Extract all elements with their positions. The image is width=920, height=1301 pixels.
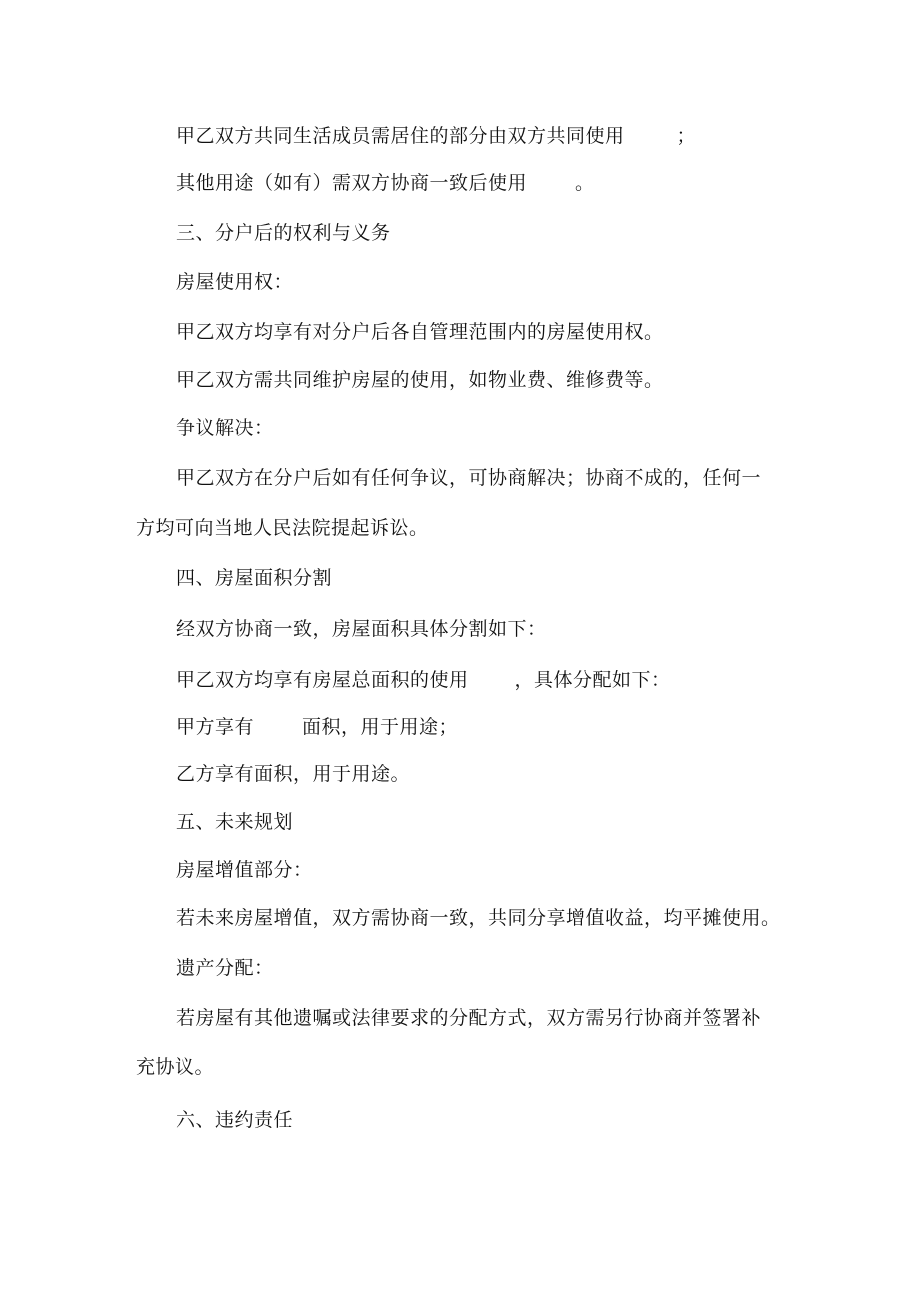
paragraph-inheritance-line2: 充协议。	[136, 1056, 215, 1078]
paragraph-usage-right: 甲乙双方均享有对分户后各自管理范围内的房屋使用权。	[176, 321, 664, 343]
paragraph-area-agreement: 经双方协商一致，房屋面积具体分割如下：	[176, 618, 547, 640]
subheading-appreciation: 房屋增值部分：	[176, 859, 313, 881]
paragraph-punctuation: 。	[575, 172, 595, 194]
paragraph-text-tail: 面积，用于用途；	[302, 716, 459, 738]
section-heading-3: 三、分户后的权利与义务	[176, 222, 391, 244]
paragraph-appreciation: 若未来房屋增值，双方需协商一致，共同分享增值收益，均平摊使用。	[176, 907, 781, 929]
paragraph-shared-residence	[176, 124, 696, 148]
paragraph-text-tail: ，具体分配如下：	[514, 669, 671, 691]
paragraph-text: 其他用途（如有）需双方协商一致后使用	[176, 172, 528, 194]
subheading-inheritance: 遗产分配：	[176, 957, 274, 979]
paragraph-text: 甲乙双方共同生活成员需居住的部分由双方共同使用	[176, 125, 625, 147]
subheading-dispute: 争议解决：	[176, 417, 274, 439]
paragraph-maintenance: 甲乙双方需共同维护房屋的使用，如物业费、维修费等。	[176, 369, 664, 391]
section-heading-4: 四、房屋面积分割	[176, 567, 333, 589]
subheading-usage-right: 房屋使用权：	[176, 271, 294, 293]
paragraph-party-a-share	[176, 715, 458, 739]
paragraph-text: 甲方享有	[176, 716, 255, 738]
paragraph-inheritance-line1: 若房屋有其他遗嘱或法律要求的分配方式，双方需另行协商并签署补	[176, 1007, 762, 1029]
paragraph-party-b-share: 乙方享有面积，用于用途。	[176, 763, 411, 785]
section-heading-6: 六、违约责任	[176, 1109, 294, 1131]
paragraph-text: 甲乙双方均享有房屋总面积的使用	[176, 669, 469, 691]
section-heading-5: 五、未来规划	[176, 811, 294, 833]
paragraph-dispute-line1: 甲乙双方在分户后如有任何争议，可协商解决；协商不成的，任何一	[176, 467, 762, 489]
paragraph-area-total	[176, 668, 671, 692]
paragraph-punctuation: ；	[676, 125, 697, 147]
paragraph-other-use	[176, 171, 595, 195]
paragraph-dispute-line2: 方均可向当地人民法院提起诉讼。	[136, 517, 429, 539]
